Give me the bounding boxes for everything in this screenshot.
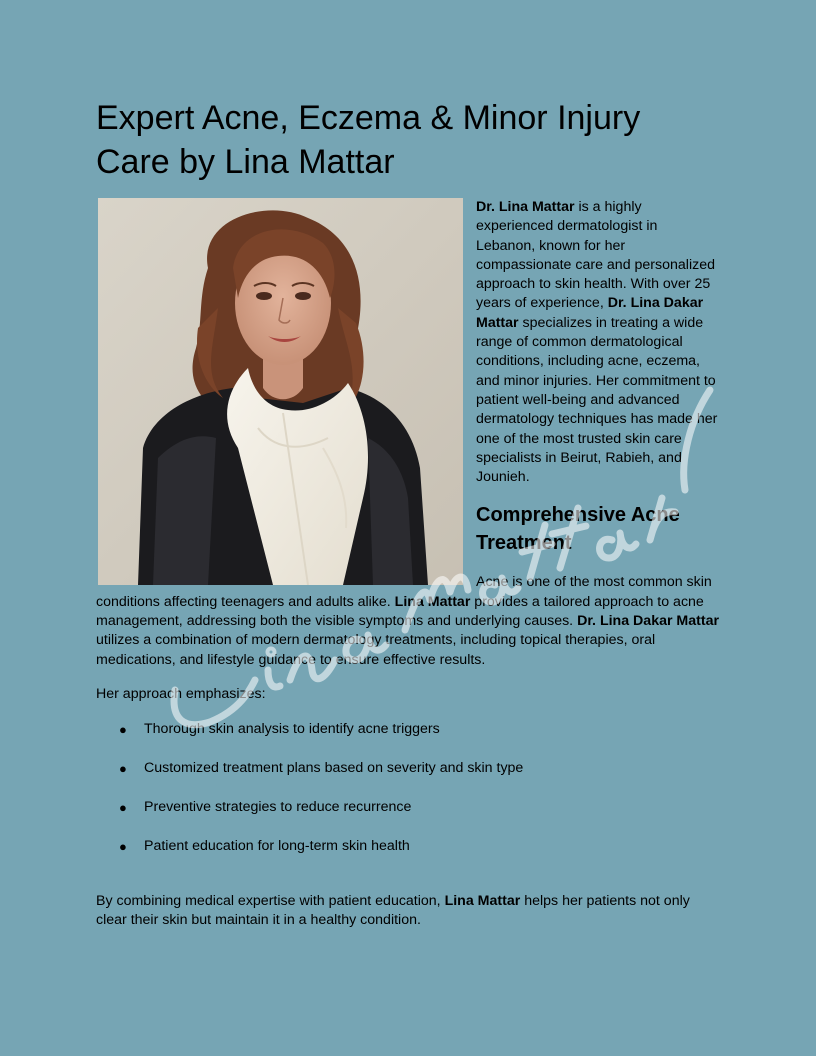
acne-name-2: Dr. Lina Dakar Mattar — [577, 613, 720, 630]
intro-text-2: specializes in treating a wide range of common dermatological conditions, including acne, eczema, and minor injuries. Her commitment to patient well-being and advanced dermatology techniques has made her one of the most trusted skin care specialists in Beirut, Rabieh, and Jounieh. — [476, 314, 718, 486]
intro-text-1: is a highly experienced dermatologist in Lebanon, known for her compassionate care and personalized approach to skin health. With over 25 years of experience, — [476, 199, 715, 312]
acne-paragraph — [96, 573, 720, 669]
list-item-text: Customized treatment plans based on severity and skin type — [144, 760, 524, 777]
bullet-icon: ● — [119, 838, 127, 854]
document-page — [96, 96, 720, 931]
section-heading: Comprehensive Acne Treatment — [476, 504, 680, 555]
list-item — [96, 837, 720, 856]
approach-lead: Her approach emphasizes: — [96, 685, 266, 702]
approach-list — [96, 720, 720, 856]
list-item — [96, 720, 720, 739]
list-item-text: Patient education for long-term skin health — [144, 837, 410, 854]
acne-text-2: provides a tailored approach to acne management, addressing both the visible symptoms and underlying causes. — [96, 593, 704, 630]
closing-text-2: helps her patients not only clear their skin but maintain it in a healthy condition. — [96, 892, 690, 929]
closing-name: Lina Mattar — [444, 892, 521, 909]
acne-name-1: Lina Mattar — [394, 593, 471, 610]
doctor-full-name: Dr. Lina Dakar Mattar — [476, 295, 704, 331]
doctor-photo — [98, 198, 463, 585]
doctor-name: Dr. Lina Mattar — [476, 199, 575, 215]
bullet-icon: ● — [119, 799, 127, 815]
page-title: Expert Acne, Eczema & Minor Injury Care by Lina Mattar — [96, 99, 641, 181]
list-item — [96, 759, 720, 778]
list-item-text: Preventive strategies to reduce recurrence — [144, 798, 412, 815]
list-item — [96, 798, 720, 817]
bullet-icon: ● — [119, 722, 127, 738]
acne-text-1: Acne is one of the most common skin conditions affecting teenagers and adults alike. — [96, 574, 712, 610]
portrait-image — [98, 198, 463, 585]
closing-text-1: By combining medical expertise with patient education, — [96, 892, 445, 909]
closing-paragraph — [96, 892, 720, 931]
list-item-text: Thorough skin analysis to identify acne triggers — [144, 721, 440, 738]
acne-text-3: utilizes a combination of modern dermatology treatments, including topical therapies, oral medications, and lifestyle guidance to ensure effective results. — [96, 632, 656, 668]
bullet-icon: ● — [119, 761, 127, 777]
